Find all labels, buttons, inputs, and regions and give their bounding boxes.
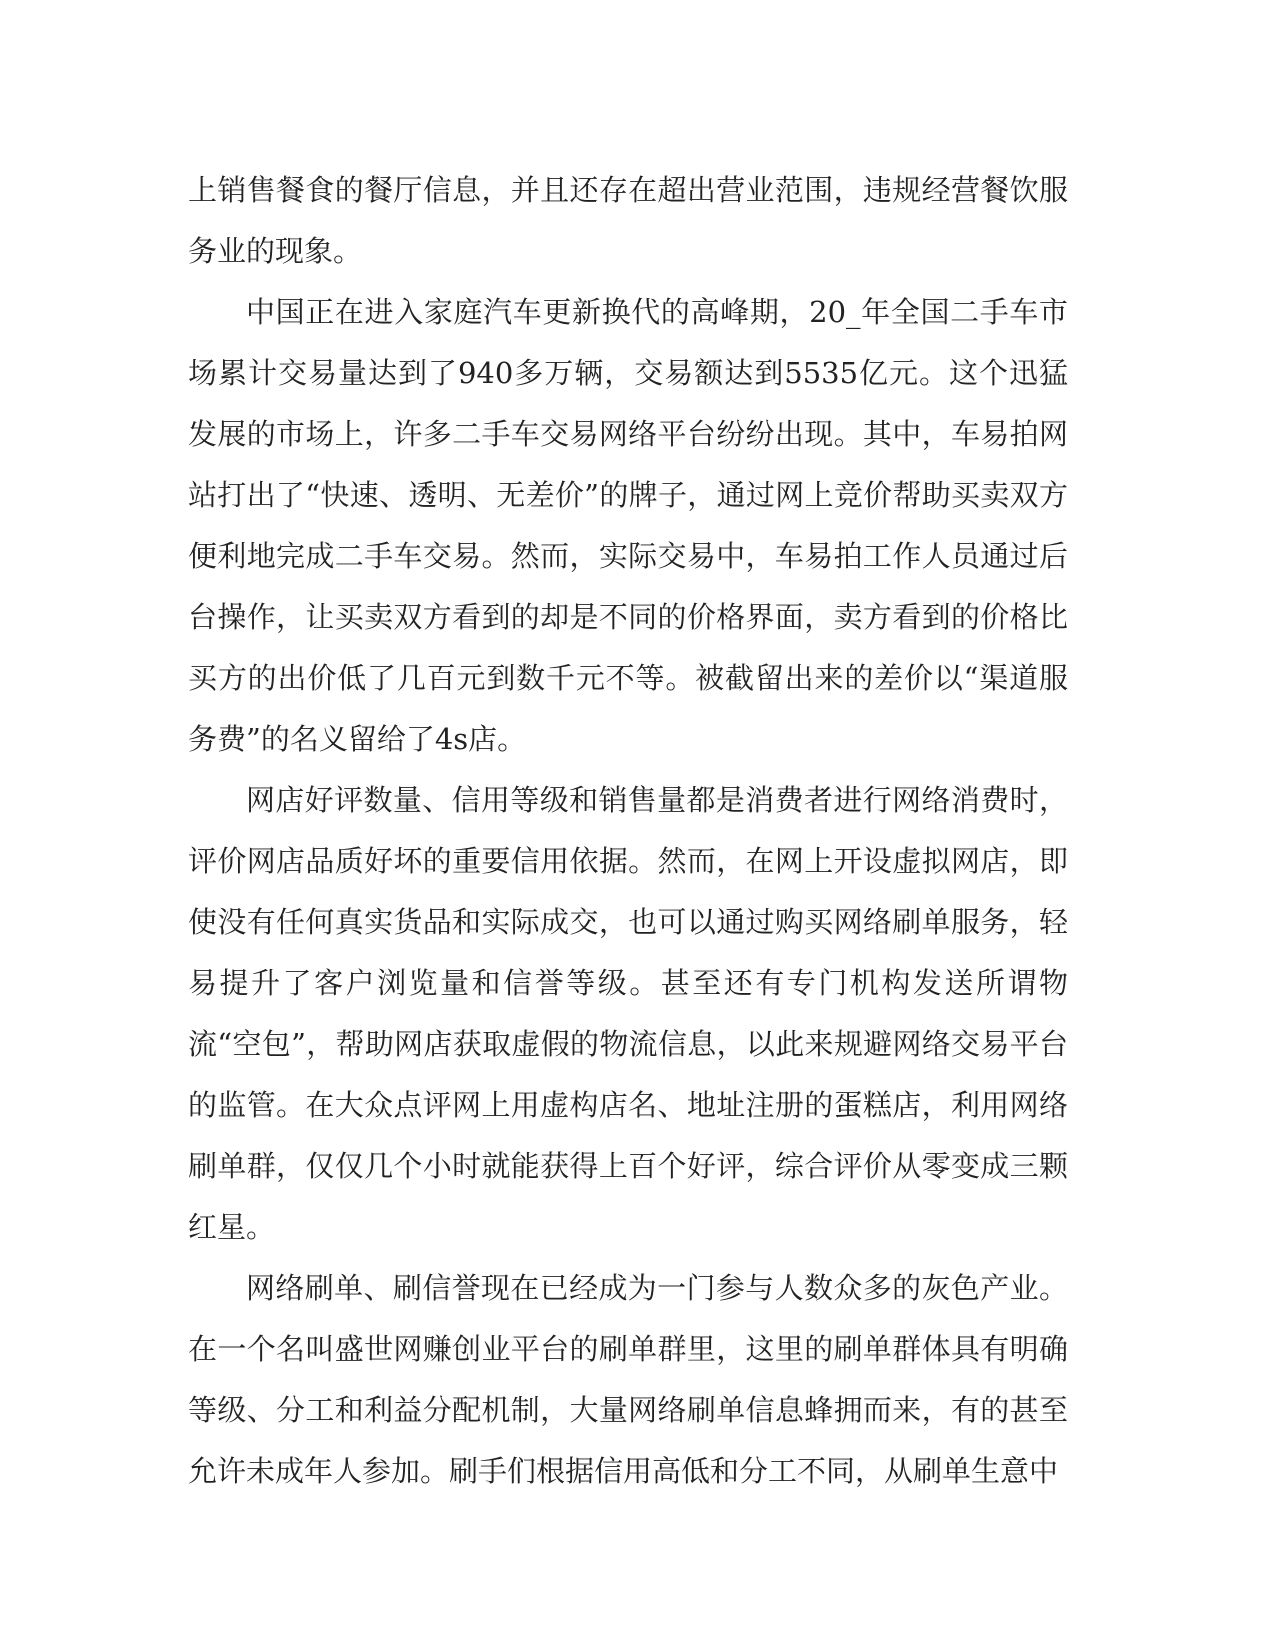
body-text bbox=[188, 160, 1068, 1502]
paragraph-3: 网店好评数量、信用等级和销售量都是消费者进行网络消费时，评价网店品质好坏的重要信用依据。然而，在网上开设虚拟网店，即使没有任何真实货品和实际成交，也可以通过购买网络刷单服务，轻易提升了客户浏览量和信誉等级。甚至还有专门机构发送所谓物流“空包”，帮助网店获取虚假的物流信息，以此来规避网络交易平台的监管。在大众点评网上用虚构店名、地址注册的蛋糕店，利用网络刷单群，仅仅几个小时就能获得上百个好评，综合评价从零变成三颗红星。 bbox=[188, 783, 1068, 1244]
paragraph-1: 上销售餐食的餐厅信息，并且还存在超出营业范围，违规经营餐饮服务业的现象。 bbox=[188, 173, 1068, 268]
paragraph-4: 网络刷单、刷信誉现在已经成为一门参与人数众多的灰色产业。在一个名叫盛世网赚创业平台的刷单群里，这里的刷单群体具有明确等级、分工和利益分配机制，大量网络刷单信息蜂拥而来，有的甚至允许未成年人参加。刷手们根据信用高低和分工不同，从刷单生意中 bbox=[188, 1271, 1068, 1488]
paragraph-2: 中国正在进入家庭汽车更新换代的高峰期，20_年全国二手车市场累计交易量达到了940多万辆，交易额达到5535亿元。这个迅猛发展的市场上，许多二手车交易网络平台纷纷出现。其中，车易拍网站打出了“快速、透明、无差价”的牌子，通过网上竞价帮助买卖双方便利地完成二手车交易。然而，实际交易中，车易拍工作人员通过后台操作，让买卖双方看到的却是不同的价格界面，卖方看到的价格比买方的出价低了几百元到数千元不等。被截留出来的差价以“渠道服务费”的名义留给了4s店。 bbox=[188, 295, 1068, 756]
